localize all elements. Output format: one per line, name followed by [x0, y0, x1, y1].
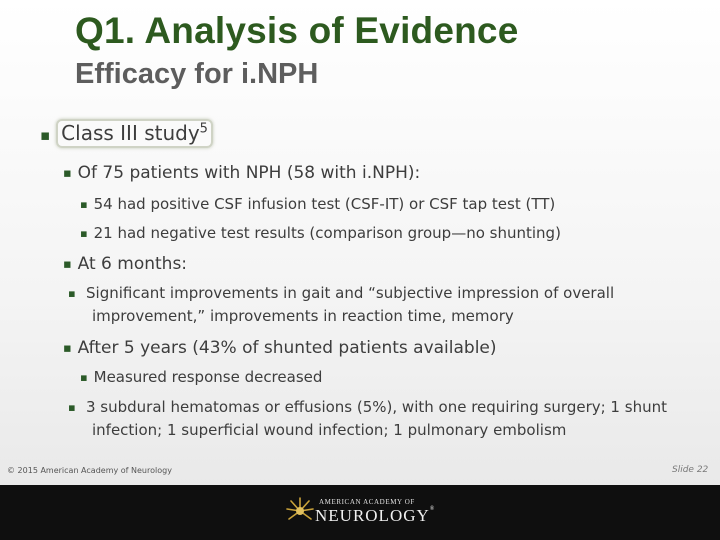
bullet-positive-test — [80, 195, 555, 213]
bullet-marker: ▪ — [80, 227, 88, 240]
slide-subtitle: Efficacy for i.NPH — [75, 58, 319, 90]
bullet-marker: ▪ — [63, 165, 72, 181]
logo-wordmark: NEUROLOGY — [315, 506, 430, 525]
bullet-text: Significant improvements in gait and “subjective impression of overall improvement,” improvements in reaction time, memory — [86, 284, 615, 325]
bullet-text: Measured response decreased — [93, 368, 323, 386]
bullet-class-iii — [40, 121, 213, 145]
aan-logo — [285, 494, 445, 534]
bullet-marker: ▪ — [80, 371, 88, 384]
sunburst-logo-icon — [285, 496, 315, 526]
bullet-text — [56, 119, 213, 148]
bullet-response-decreased — [80, 368, 322, 386]
bullet-text: 3 subdural hematomas or effusions (5%), with one requiring surgery; 1 shunt infection; 1 superficial wound infection; 1 pulmonary embolism — [86, 398, 667, 439]
bullet-marker: ▪ — [63, 256, 72, 272]
bullet-five-years — [63, 338, 497, 358]
trademark-symbol: ® — [429, 506, 436, 512]
citation-superscript: 5 — [199, 121, 208, 137]
bullet-text: 54 had positive CSF infusion test (CSF-IT) or CSF tap test (TT) — [93, 195, 556, 213]
bullet-marker: ▪ — [80, 198, 88, 211]
bullet-negative-test — [80, 224, 561, 242]
bullet-patients — [63, 163, 420, 183]
bullet-text: After 5 years (43% of shunted patients available) — [77, 338, 497, 358]
slide-title: Q1. Analysis of Evidence — [75, 10, 519, 51]
slide-number: Slide 22 — [672, 465, 709, 475]
bullet-marker: ▪ — [40, 125, 51, 144]
bullet-text: At 6 months: — [77, 254, 188, 274]
bullet-text: Of 75 patients with NPH (58 with i.NPH): — [77, 163, 421, 183]
bullet-complications: ▪ 3 subdural hematomas or effusions (5%), with one requiring surgery; 1 shunt infection; 1 superficial wound infection; 1 pulmonary embolism — [68, 398, 667, 439]
logo-text-line2 — [315, 506, 435, 526]
logo-text-line1: AMERICAN ACADEMY OF — [319, 498, 415, 506]
copyright-text: © 2015 American Academy of Neurology — [7, 466, 172, 475]
bullet-text: 21 had negative test results (comparison group—no shunting) — [93, 224, 561, 242]
bullet-six-months — [63, 254, 187, 274]
bullet-marker: ▪ — [63, 340, 72, 356]
bullet-improvements: ▪ Significant improvements in gait and “subjective impression of overall improvement,” improvements in reaction time, memory — [68, 284, 615, 325]
footer-bar — [0, 485, 720, 540]
bullet-text-main: Class III study — [61, 121, 200, 145]
